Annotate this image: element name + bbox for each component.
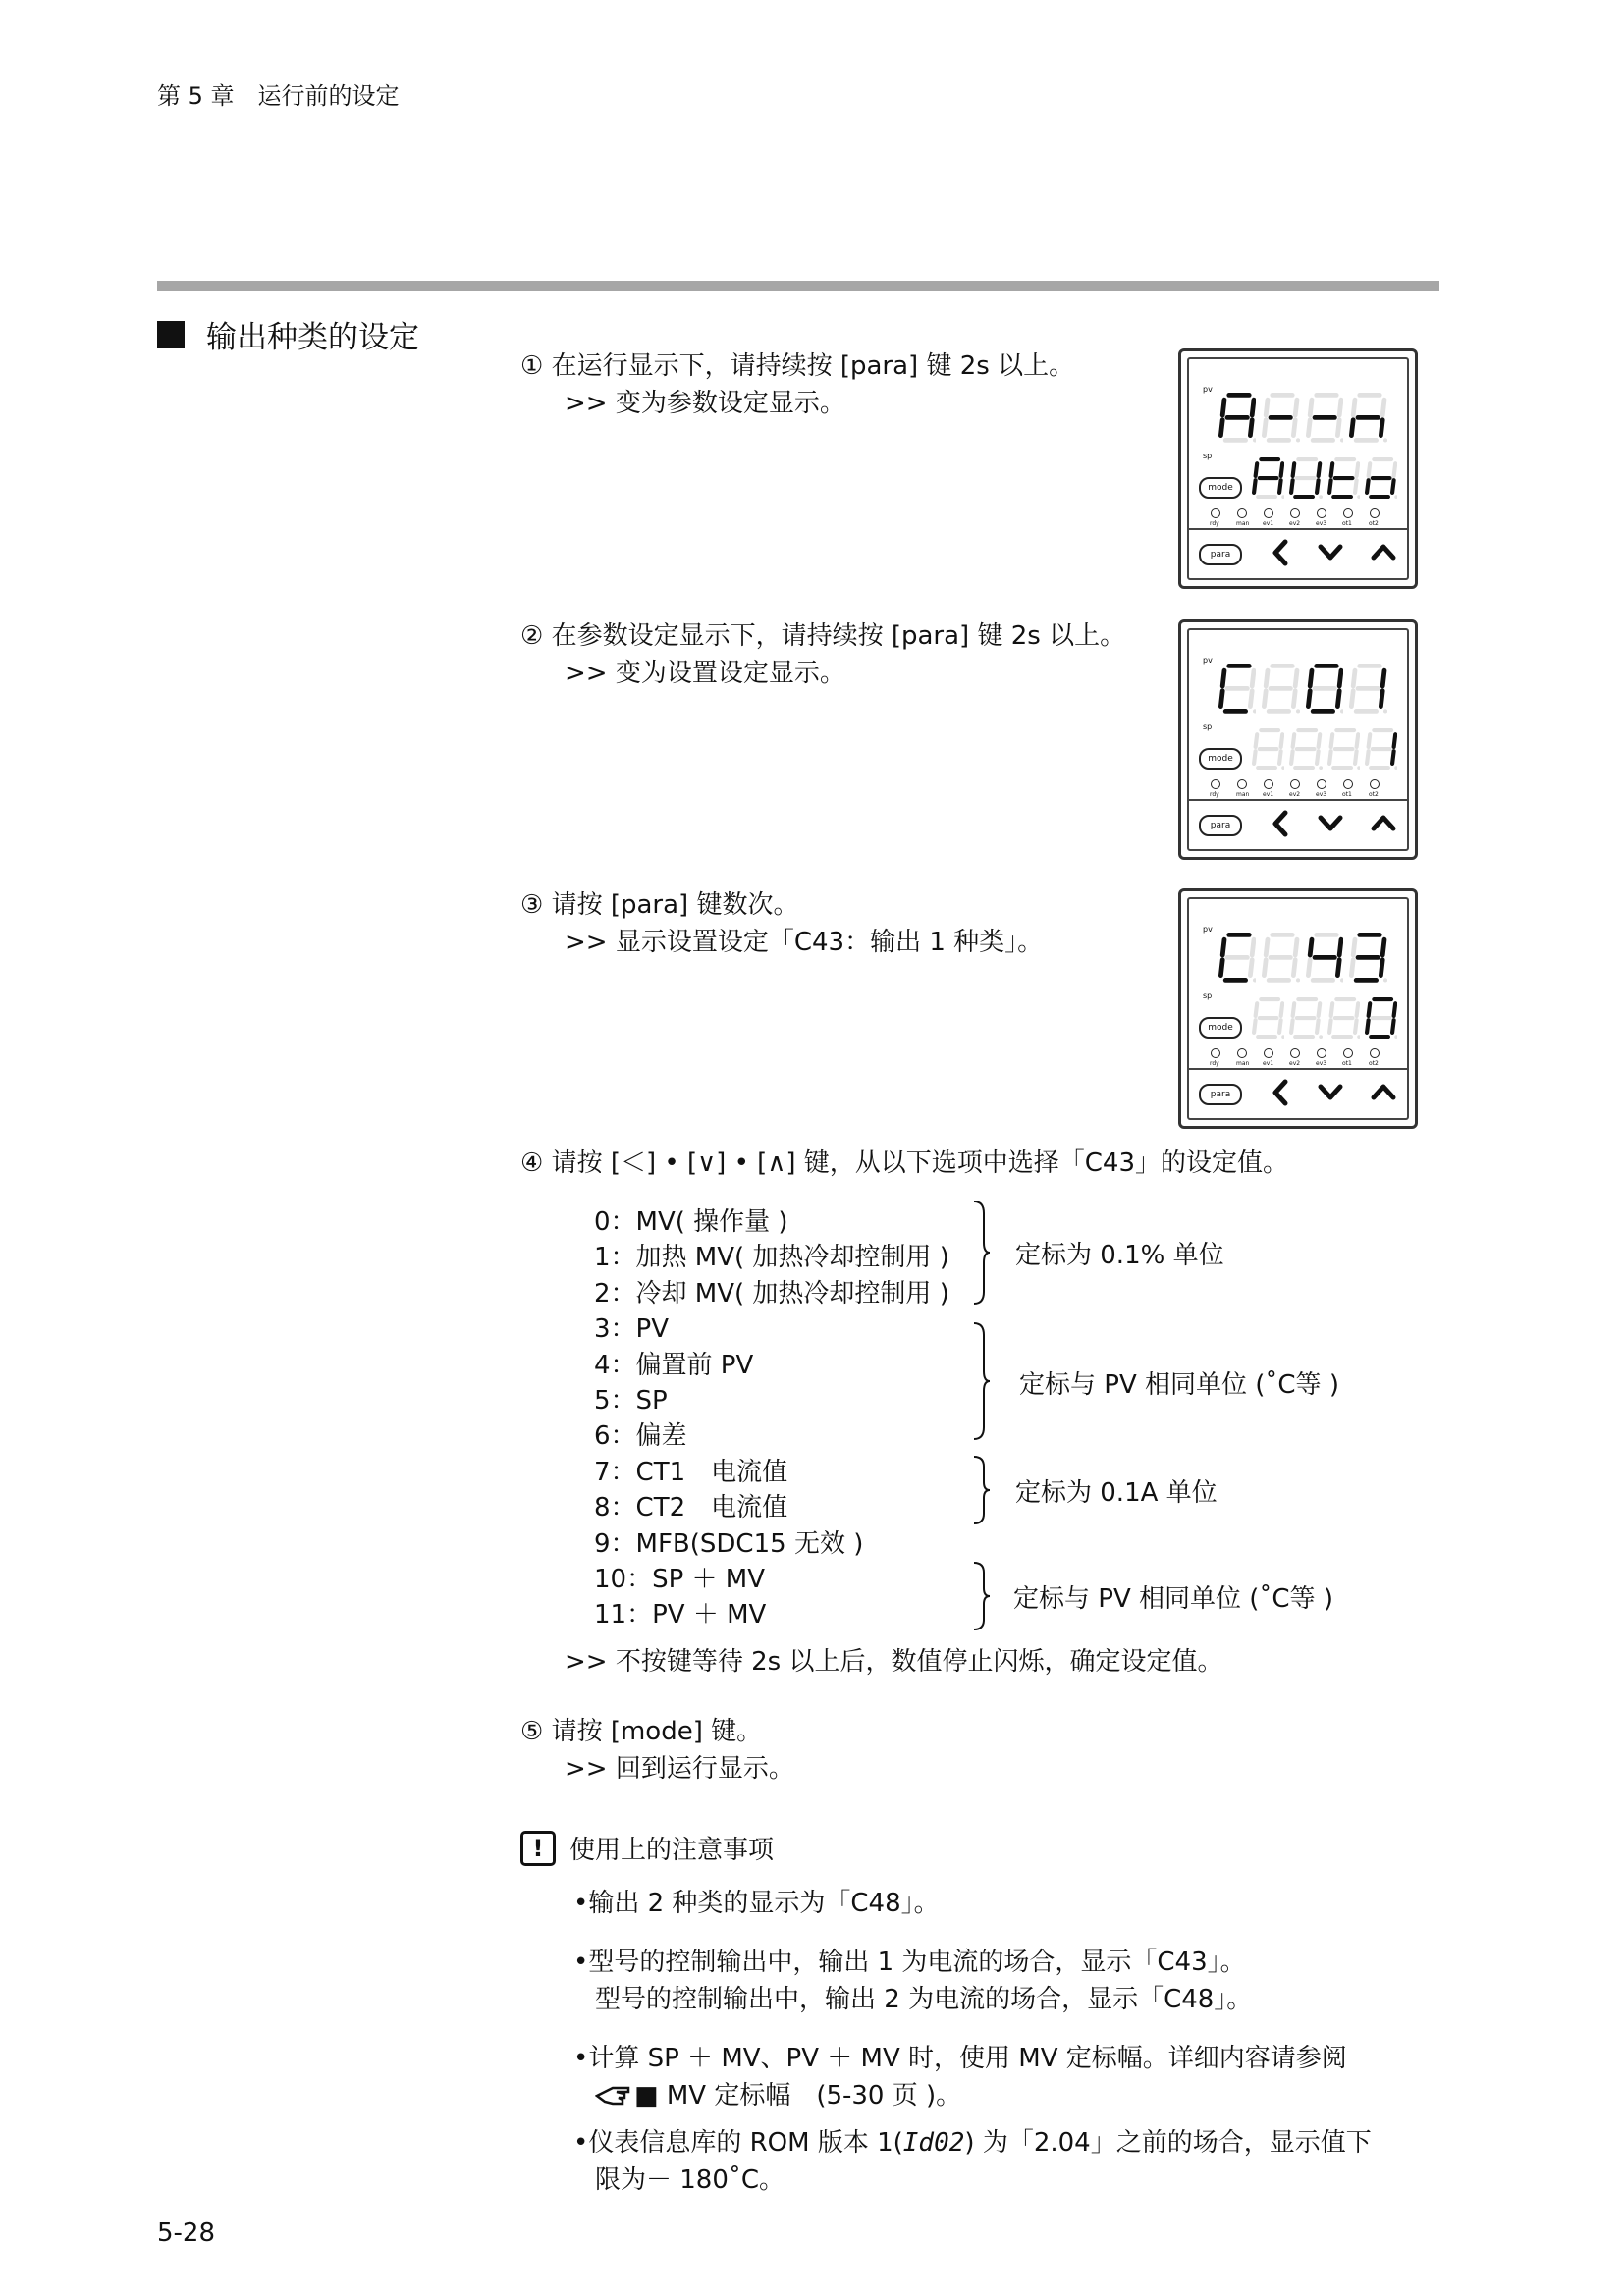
chapter-header: 第 5 章 运行前的设定 xyxy=(157,82,400,110)
up-arrow-icon xyxy=(1374,818,1393,828)
status-led xyxy=(1264,508,1273,518)
note-line xyxy=(573,2124,1372,2162)
note-line: •型号的控制输出中，输出 1 为电流的场合，显示「C43」。 xyxy=(573,1948,1246,1977)
status-led xyxy=(1211,508,1220,518)
status-led xyxy=(1237,508,1247,518)
step-3-line1: ③ 请按 [para] 键数次。 xyxy=(520,890,799,920)
brace-icon xyxy=(972,1200,992,1306)
sp-digits xyxy=(1252,728,1397,770)
brace-icon xyxy=(972,1455,992,1525)
note-line-text: •仪表信息库的 ROM 版本 1( xyxy=(573,2128,903,2158)
led-label: ev2 xyxy=(1289,520,1301,527)
controller-display-2 xyxy=(1178,619,1418,860)
panel-divider xyxy=(1187,528,1409,530)
list-item: 4：偏置前 PV xyxy=(594,1350,754,1380)
led-label: ev3 xyxy=(1316,1060,1327,1067)
status-led xyxy=(1343,1048,1353,1058)
note-line: 型号的控制输出中，输出 2 为电流的场合，显示「C48」。 xyxy=(595,1985,1253,2014)
warning-icon: ! xyxy=(520,1831,556,1866)
seven-segment-digit xyxy=(1262,393,1299,443)
led-label: ot1 xyxy=(1342,520,1352,527)
list-item: 6：偏差 xyxy=(594,1421,687,1452)
down-arrow-icon xyxy=(1321,547,1340,558)
status-led xyxy=(1370,1048,1380,1058)
after-options-text: >> 不按键等待 2s 以上后，数值停止闪烁，确定设定值。 xyxy=(565,1647,1223,1677)
seven-segment-digit xyxy=(1327,728,1360,770)
list-item: 3：PV xyxy=(594,1314,670,1345)
led-label: rdy xyxy=(1210,520,1219,527)
status-led xyxy=(1211,779,1220,789)
brace-icon xyxy=(972,1321,992,1441)
arrow-keys xyxy=(1270,538,1407,567)
notes-heading xyxy=(520,1830,774,1866)
pv-label: pv xyxy=(1203,656,1213,665)
left-arrow-icon xyxy=(1275,542,1285,563)
page-number: 5-28 xyxy=(157,2218,216,2248)
status-led xyxy=(1290,1048,1300,1058)
brace-label-3: 定标为 0.1A 单位 xyxy=(1015,1478,1218,1508)
status-led xyxy=(1264,1048,1273,1058)
arrow-keys xyxy=(1270,809,1407,838)
sp-label: sp xyxy=(1203,991,1213,1000)
led-label: ev1 xyxy=(1263,1060,1274,1067)
seven-segment-digit xyxy=(1289,728,1322,770)
step-1-line1: ① 在运行显示下，请持续按 [para] 键 2s 以上。 xyxy=(520,351,1075,381)
seven-segment-digit xyxy=(1252,997,1284,1039)
led-label: ev2 xyxy=(1289,1060,1301,1067)
step-5-line2: >> 回到运行显示。 xyxy=(565,1754,794,1784)
pv-label: pv xyxy=(1203,385,1213,394)
brace-icon xyxy=(972,1561,992,1631)
list-item: 9：MFB(SDC15 无效 ) xyxy=(594,1528,864,1559)
list-item: 8：CT2 电流值 xyxy=(594,1493,788,1523)
status-led xyxy=(1290,779,1300,789)
note-item xyxy=(573,2124,1372,2199)
seven-segment-digit xyxy=(1262,664,1299,714)
status-led xyxy=(1264,779,1273,789)
brace-label-1: 定标为 0.1% 单位 xyxy=(1015,1241,1224,1270)
led-label: man xyxy=(1236,791,1250,798)
status-led xyxy=(1290,508,1300,518)
status-led xyxy=(1237,1048,1247,1058)
step-2-line1: ② 在参数设定显示下，请持续按 [para] 键 2s 以上。 xyxy=(520,621,1126,651)
led-label: man xyxy=(1236,520,1250,527)
seven-segment-digit xyxy=(1306,393,1343,443)
step-4-line1: ④ 请按 [＜] • [∨] • [∧] 键，从以下选项中选择「C43」的设定值。 xyxy=(520,1148,1288,1178)
led-label: ot2 xyxy=(1369,520,1379,527)
status-led xyxy=(1317,1048,1326,1058)
para-button[interactable]: para xyxy=(1199,1084,1242,1105)
seven-segment-digit xyxy=(1289,457,1322,499)
notes-title: 使用上的注意事项 xyxy=(569,1836,775,1865)
controller-display-1 xyxy=(1178,348,1418,589)
left-arrow-icon xyxy=(1275,813,1285,834)
led-label: ev1 xyxy=(1263,791,1274,798)
arrow-keys xyxy=(1270,1078,1407,1107)
seven-segment-digit xyxy=(1349,664,1386,714)
status-led xyxy=(1370,779,1380,789)
up-arrow-icon xyxy=(1374,547,1393,558)
brace-label-2: 定标与 PV 相同单位 (˚C等 ) xyxy=(1019,1370,1339,1400)
seven-segment-digit xyxy=(1349,933,1386,983)
seven-segment-digit xyxy=(1289,997,1322,1039)
status-led xyxy=(1211,1048,1220,1058)
sp-digits xyxy=(1252,457,1397,499)
led-label: ev2 xyxy=(1289,791,1301,798)
section-heading xyxy=(157,312,419,356)
seven-segment-digit xyxy=(1365,457,1397,499)
step-1 xyxy=(520,347,1074,422)
list-item: 2：冷却 MV( 加热冷却控制用 ) xyxy=(594,1278,949,1308)
pv-digits xyxy=(1218,933,1387,983)
step-4 xyxy=(520,1145,1288,1182)
mode-button[interactable]: mode xyxy=(1199,1017,1242,1039)
seven-segment-digit xyxy=(1306,933,1343,983)
status-led xyxy=(1343,508,1353,518)
note-line: •输出 2 种类的显示为「C48」。 xyxy=(573,1889,940,1918)
note-item xyxy=(573,1885,940,1922)
seven-segment-digit xyxy=(1218,664,1256,714)
note-line-text: ) 为「2.04」之前的场合，显示值下 xyxy=(964,2128,1372,2158)
seven-segment-digit xyxy=(1252,457,1284,499)
note-item xyxy=(573,1944,1252,2018)
led-label: rdy xyxy=(1210,1060,1219,1067)
status-led xyxy=(1237,779,1247,789)
list-item: 11：PV ＋ MV xyxy=(594,1600,767,1630)
panel-divider xyxy=(1187,799,1409,801)
seven-segment-digit xyxy=(1218,393,1256,443)
status-led xyxy=(1343,779,1353,789)
down-arrow-icon xyxy=(1321,818,1340,828)
sp-label: sp xyxy=(1203,722,1213,731)
seven-segment-digit xyxy=(1365,997,1397,1039)
note-line: 限为－ 180˚C。 xyxy=(595,2165,785,2195)
para-button[interactable]: para xyxy=(1199,544,1242,565)
led-label: ot1 xyxy=(1342,791,1352,798)
down-arrow-icon xyxy=(1321,1087,1340,1097)
pointing-hand-icon xyxy=(595,2082,634,2109)
seven-segment-digit xyxy=(1327,457,1360,499)
pv-digits xyxy=(1218,664,1387,714)
seven-segment-digit xyxy=(1365,728,1397,770)
led-label: ot2 xyxy=(1369,1060,1379,1067)
list-item: 7：CT1 电流值 xyxy=(594,1457,788,1487)
note-line: •计算 SP ＋ MV、PV ＋ MV 时，使用 MV 定标幅。详细内容请参阅 xyxy=(573,2044,1347,2073)
brace-label-4: 定标与 PV 相同单位 (˚C等 ) xyxy=(1013,1584,1333,1614)
led-label: ev3 xyxy=(1316,791,1327,798)
left-arrow-icon xyxy=(1275,1082,1285,1103)
list-item: 10：SP ＋ MV xyxy=(594,1565,766,1595)
up-arrow-icon xyxy=(1374,1087,1393,1097)
controller-display-3 xyxy=(1178,888,1418,1129)
step-2-line2: >> 变为设置设定显示。 xyxy=(565,659,845,688)
status-led xyxy=(1317,779,1326,789)
step-1-line2: >> 变为参数设定显示。 xyxy=(565,389,845,418)
note-item xyxy=(573,2040,1347,2114)
note-line xyxy=(573,2077,1347,2114)
list-item: 5：SP xyxy=(594,1386,668,1416)
para-button[interactable]: para xyxy=(1199,815,1242,836)
section-title: 输出种类的设定 xyxy=(206,320,419,355)
pv-digits xyxy=(1218,393,1387,443)
status-led xyxy=(1370,508,1380,518)
list-item: 1：加热 MV( 加热冷却控制用 ) xyxy=(594,1243,949,1273)
led-label: ev1 xyxy=(1263,520,1274,527)
seven-segment-digit xyxy=(1327,997,1360,1039)
mode-button[interactable]: mode xyxy=(1199,748,1242,770)
panel-divider xyxy=(1187,1068,1409,1070)
section-divider xyxy=(157,281,1439,291)
step-5-line1: ⑤ 请按 [mode] 键。 xyxy=(520,1717,763,1746)
step-3-line2: >> 显示设置设定「C43：输出 1 种类」。 xyxy=(565,928,1044,957)
step-3 xyxy=(520,886,1043,961)
seven-segment-digit xyxy=(1252,728,1284,770)
led-label: ev3 xyxy=(1316,520,1327,527)
status-led xyxy=(1317,508,1326,518)
led-label: rdy xyxy=(1210,791,1219,798)
list-item: 0：MV( 操作量 ) xyxy=(594,1207,788,1237)
square-bullet-icon xyxy=(157,321,185,348)
seg-code-text: Id02 xyxy=(902,2128,965,2158)
step-5 xyxy=(520,1713,794,1788)
seven-segment-digit xyxy=(1349,393,1386,443)
led-label: ot2 xyxy=(1369,791,1379,798)
pv-label: pv xyxy=(1203,925,1213,934)
note-line-text: ■ MV 定标幅 (5-30 页 )。 xyxy=(634,2081,962,2110)
step-2 xyxy=(520,617,1125,692)
option-list xyxy=(594,1204,949,1633)
seven-segment-digit xyxy=(1262,933,1299,983)
seven-segment-digit xyxy=(1218,933,1256,983)
led-label: ot1 xyxy=(1342,1060,1352,1067)
mode-button[interactable]: mode xyxy=(1199,477,1242,499)
sp-digits xyxy=(1252,997,1397,1039)
seven-segment-digit xyxy=(1306,664,1343,714)
sp-label: sp xyxy=(1203,452,1213,460)
led-label: man xyxy=(1236,1060,1250,1067)
